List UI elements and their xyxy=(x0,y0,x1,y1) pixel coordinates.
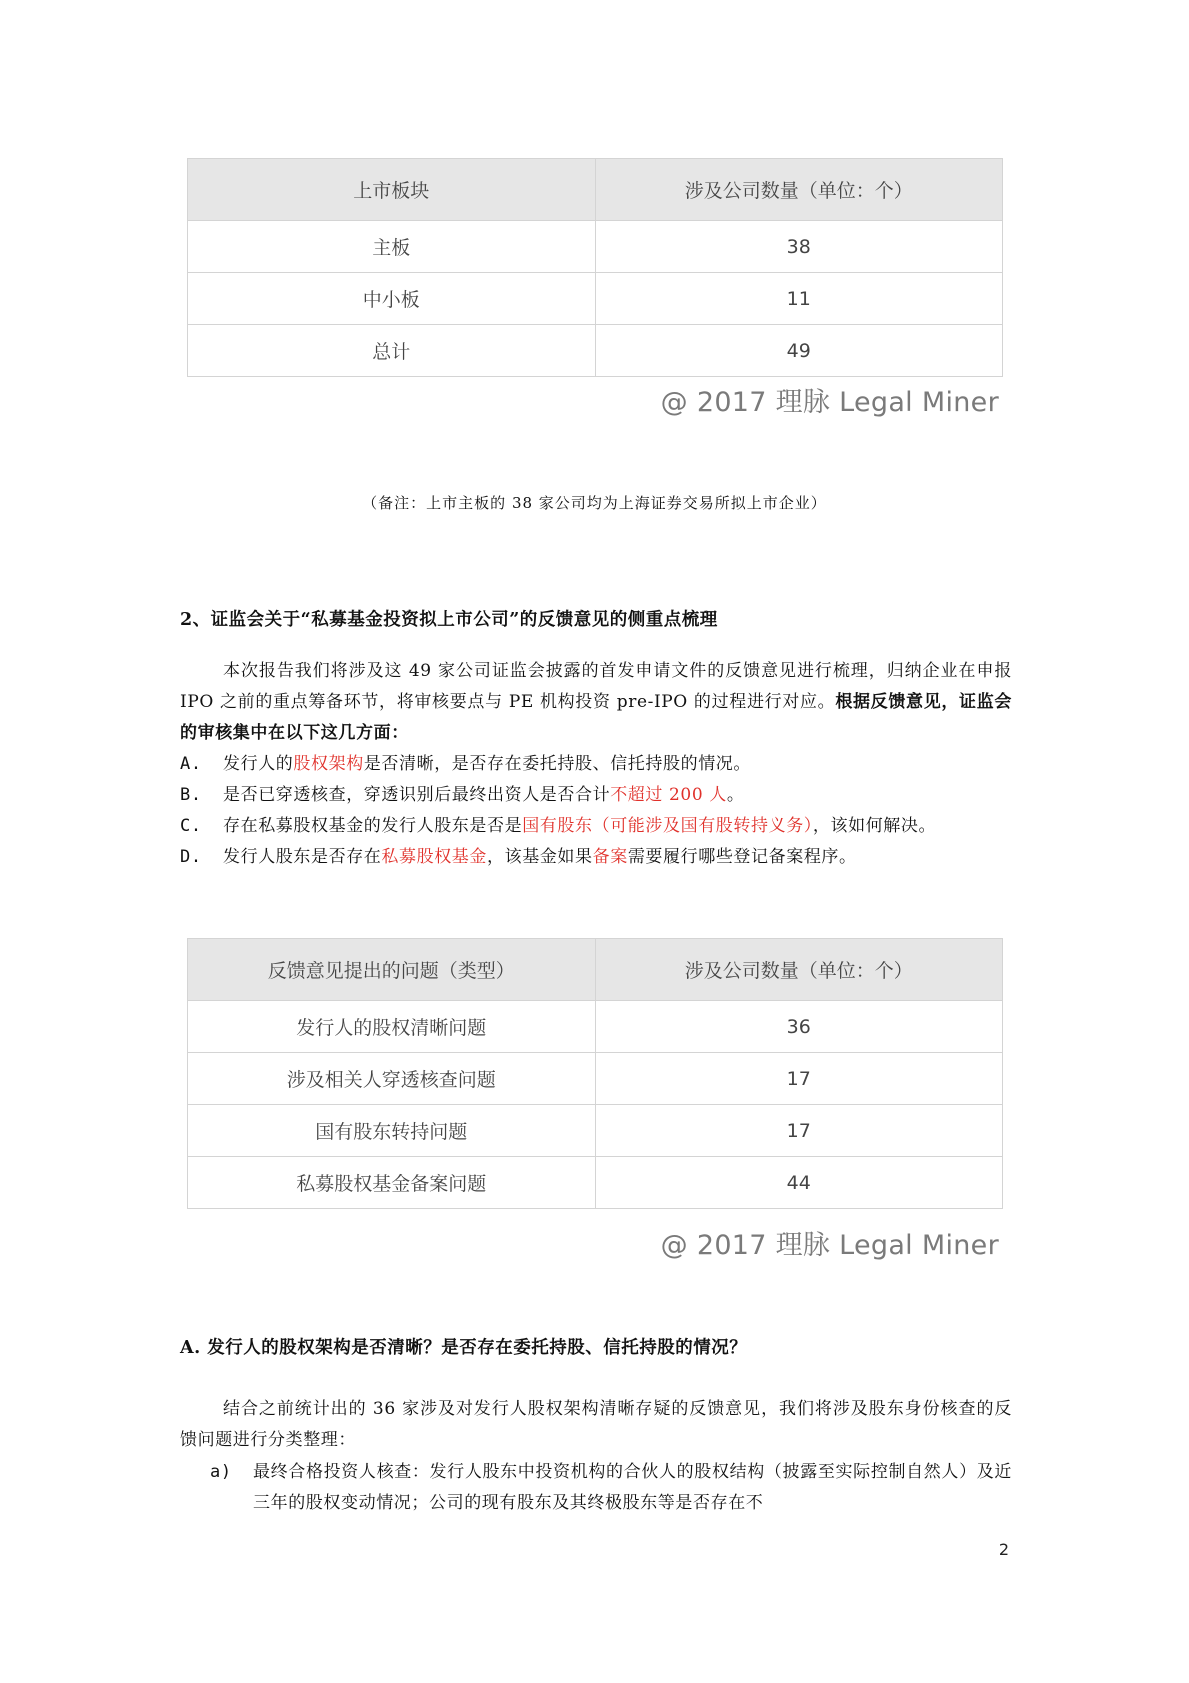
intro-text: 本次报告我们将涉及这 49 家公司证监会披露的首发申请文件的反馈意见进行梳理，归纳企业在申报 IPO 之前的重点筹备环节，将审核要点与 PE 机构投资 pre-IPO 的过程进行对应。 xyxy=(180,661,1012,712)
table-header-row xyxy=(188,939,1003,1001)
table-cell: 36 xyxy=(595,1001,1003,1053)
table-cell: 38 xyxy=(595,221,1003,273)
item-text: 需要履行哪些登记备案程序。 xyxy=(627,847,857,867)
table-cell: 发行人的股权清晰问题 xyxy=(188,1001,596,1053)
list-item xyxy=(180,749,1012,780)
item-text: 发行人股东是否存在 xyxy=(223,847,382,867)
list-label: D. xyxy=(180,847,202,867)
list-label: C. xyxy=(180,816,202,836)
table-row xyxy=(188,1001,1003,1053)
item-text: 。 xyxy=(726,785,745,805)
table-cell: 11 xyxy=(595,273,1003,325)
sub-list xyxy=(210,1457,1012,1519)
review-focus-list xyxy=(180,749,1012,873)
list-label: B. xyxy=(180,785,202,805)
item-text: 是否已穿透核查，穿透识别后最终出资人是否合计 xyxy=(223,785,611,805)
watermark-2: @ 2017 理脉 Legal Miner xyxy=(660,1230,999,1261)
table-row xyxy=(188,1157,1003,1209)
table-header-cell: 涉及公司数量（单位：个） xyxy=(595,159,1003,221)
table-header-row xyxy=(188,159,1003,221)
section-a-heading: A. 发行人的股权架构是否清晰？是否存在委托持股、信托持股的情况？ xyxy=(180,1338,748,1358)
table-header-cell: 涉及公司数量（单位：个） xyxy=(595,939,1003,1001)
table-row xyxy=(188,325,1003,377)
table-cell: 44 xyxy=(595,1157,1003,1209)
section-2-intro xyxy=(180,656,1012,749)
list-item xyxy=(210,1457,1012,1519)
table-cell: 总计 xyxy=(188,325,596,377)
item-highlight: 备案 xyxy=(592,847,628,867)
table-row xyxy=(188,1105,1003,1157)
list-label: A. xyxy=(180,754,202,774)
listing-board-table xyxy=(187,158,1003,377)
list-label: a) xyxy=(210,1462,232,1482)
section-2-heading: 2、证监会关于“私募基金投资拟上市公司”的反馈意见的侧重点梳理 xyxy=(180,610,718,630)
table-cell: 涉及相关人穿透核查问题 xyxy=(188,1053,596,1105)
table-row xyxy=(188,1053,1003,1105)
table-header-cell: 上市板块 xyxy=(188,159,596,221)
item-text: 最终合格投资人核查：发行人股东中投资机构的合伙人的股权结构（披露至实际控制自然人）及近三年的股权变动情况；公司的现有股东及其终极股东等是否存在不 xyxy=(253,1462,1012,1513)
section-a-intro: 结合之前统计出的 36 家涉及对发行人股权架构清晰存疑的反馈意见，我们将涉及股东身份核查的反馈问题进行分类整理： xyxy=(180,1399,1012,1450)
list-item xyxy=(180,780,1012,811)
item-highlight: 不超过 200 人 xyxy=(610,785,727,805)
item-highlight: 国有股东（可能涉及国有股转持义务） xyxy=(522,816,813,836)
item-text: ，该基金如果 xyxy=(487,847,593,867)
page-number: 2 xyxy=(998,1540,1009,1559)
table-header-cell: 反馈意见提出的问题（类型） xyxy=(188,939,596,1001)
table-cell: 主板 xyxy=(188,221,596,273)
table-row xyxy=(188,221,1003,273)
item-text: 存在私募股权基金的发行人股东是否是 xyxy=(223,816,523,836)
list-item xyxy=(180,842,1012,873)
table-cell: 49 xyxy=(595,325,1003,377)
table-note: （备注：上市主板的 38 家公司均为上海证券交易所拟上市企业） xyxy=(362,494,827,512)
item-text: 是否清晰，是否存在委托持股、信托持股的情况。 xyxy=(363,754,752,774)
feedback-issue-table xyxy=(187,938,1003,1209)
item-text: ，该如何解决。 xyxy=(812,816,937,836)
intro-bold-text: 根据反馈意见，证监会的审核集中在以下这几方面： xyxy=(180,692,1012,743)
table-cell: 17 xyxy=(595,1053,1003,1105)
table-cell: 17 xyxy=(595,1105,1003,1157)
item-text: 发行人的 xyxy=(223,754,294,774)
table-cell: 国有股东转持问题 xyxy=(188,1105,596,1157)
table-cell: 私募股权基金备案问题 xyxy=(188,1157,596,1209)
item-highlight: 股权架构 xyxy=(293,754,364,774)
table-cell: 中小板 xyxy=(188,273,596,325)
table-row xyxy=(188,273,1003,325)
watermark-1: @ 2017 理脉 Legal Miner xyxy=(660,387,999,418)
list-item xyxy=(180,811,1012,842)
item-highlight: 私募股权基金 xyxy=(381,847,488,867)
